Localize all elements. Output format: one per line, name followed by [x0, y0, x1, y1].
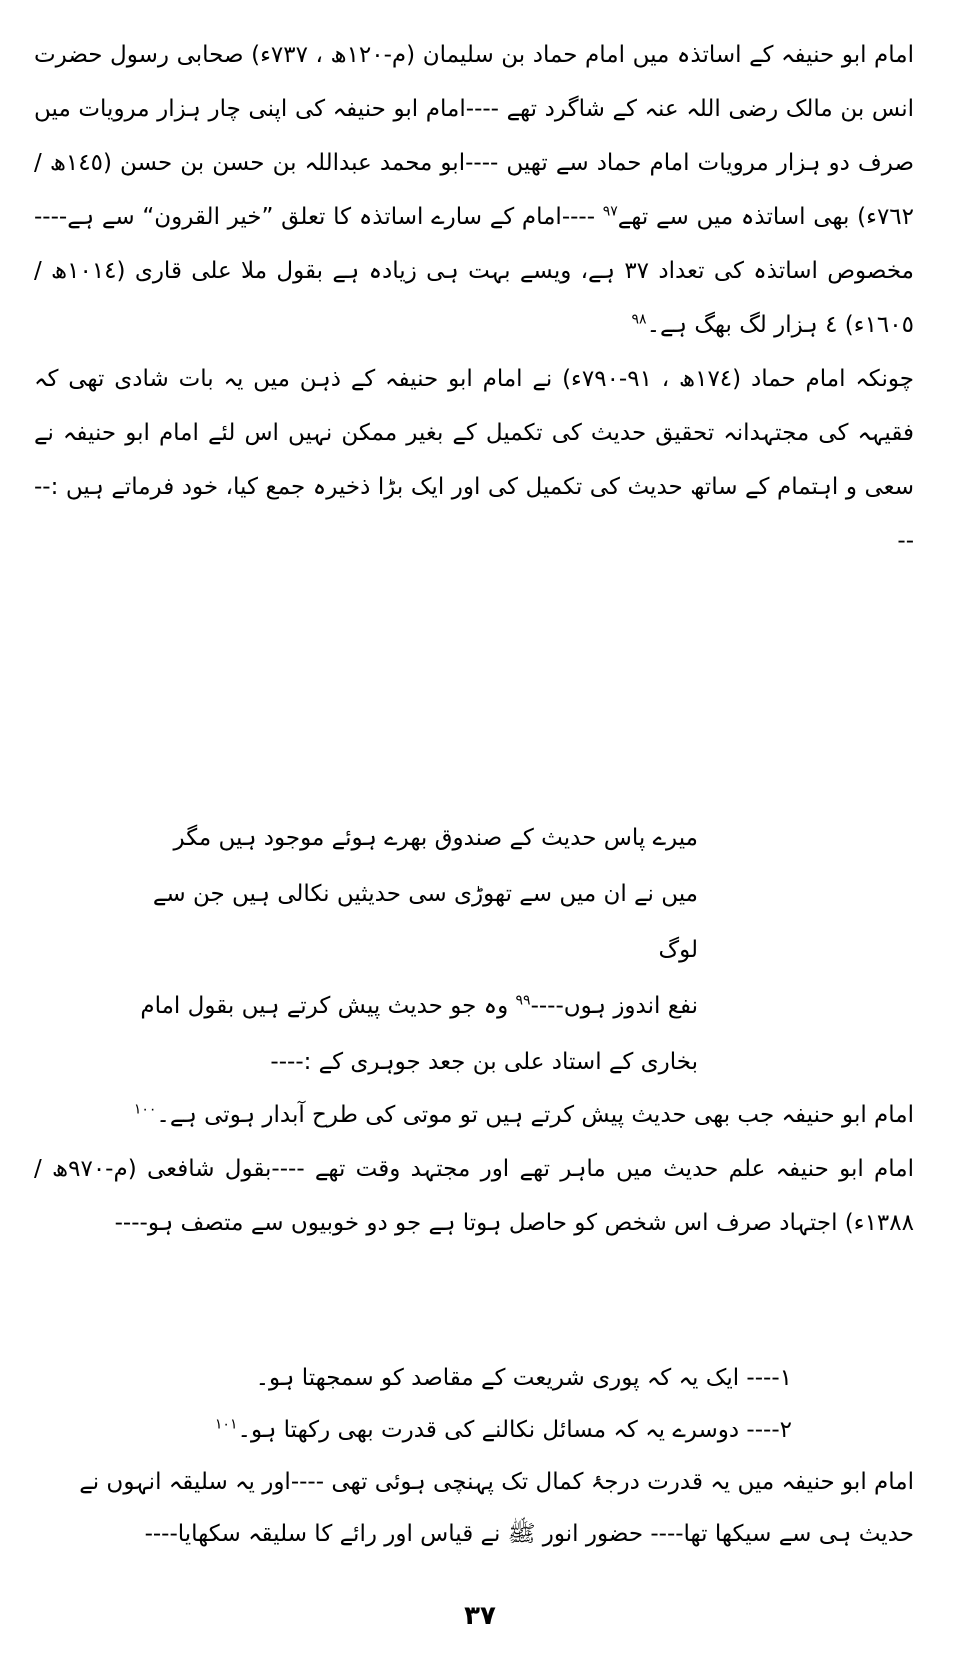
- page-number: ٣٧: [464, 1601, 496, 1631]
- quote-line: [140, 978, 698, 1034]
- paragraph: چونکہ امام حماد (١٧٤ھ ، ٩١-٧٩٠ء) نے امام ابو حنیفہ کے ذہن میں یہ بات شادی تھی کہ فقیہہ کی مجتہدانہ تحقیق حدیث کی تکمیل کے بغیر ممکن نہیں اس لئے امام ابو حنیفہ نے سعی و اہتمام کے ساتھ حدیث کی تکمیل کی اور ایک بڑا ذخیرہ جمع کیا، خود فرماتے ہیں :----: [34, 366, 914, 554]
- block-quote: [0, 810, 960, 1090]
- paragraph: [34, 28, 914, 352]
- paragraph-text: امام ابو حنیفہ کے اساتذہ میں امام حماد بن سلیمان (م-١٢٠ھ ، ٧٣٧ء) صحابی رسول حضرت انس بن مالک رضی اللہ عنہ کے شاگرد تھے ----امام ابو حنیفہ کی اپنی چار ہزار مرویات میں صرف دو ہزار مرویات امام حماد سے تھیں ----ابو محمد عبداللہ بن حسن بن حسن (١٤٥ھ / ٧٦٢ء) بھی اساتذہ میں سے تھے: [34, 42, 915, 230]
- footnote-ref: ٩٩: [515, 992, 531, 1009]
- paragraph: امام ابو حنیفہ علم حدیث میں ماہر تھے اور مجتہد وقت تھے ----بقول شافعی (م-٩٧٠ھ / ١٣٨٨ء) اجتہاد صرف اس شخص کو حاصل ہوتا ہے جو دو خوبیوں سے متصف ہو----: [34, 1156, 915, 1236]
- paragraph-text: امام ابو حنیفہ جب بھی حدیث پیش کرتے ہیں تو موتی کی طرح آبدار ہوتی ہے۔: [156, 1102, 914, 1128]
- footnote-ref: ١٠٠: [133, 1101, 157, 1118]
- paragraph: امام ابو حنیفہ میں یہ قدرت درجۂ کمال تک پہنچی ہوئی تھی ----اور یہ سلیقہ انہوں نے حدیث ہی سے سیکھا تھا---- حضور انور ﷺ نے قیاس اور رائے کا سلیقہ سکھایا----: [79, 1469, 914, 1547]
- body-paragraph-2: [34, 1088, 914, 1250]
- quote-text: نفع اندوز ہوں----: [530, 993, 698, 1019]
- paragraph-text: ----امام کے سارے اساتذہ کا تعلق ”خیر القرون“ سے ہے---- مخصوص اساتذہ کی تعداد ٣٧ ہے، ویسے بہت ہی زیادہ ہے بقول ملا علی قاری (١٠١٤ھ / ١٦٠٥ء) ٤ ہزار لگ بھگ ہے۔: [34, 204, 914, 338]
- quote-line: میں نے ان میں سے تھوڑی سی حدیثیں نکالی ہیں جن سے لوگ: [152, 881, 698, 963]
- footnote-ref: ٩٧: [602, 203, 618, 220]
- quote-line: بخاری کے استاد علی بن جعد جوہری کے :----: [270, 1049, 698, 1075]
- numbered-list: [34, 1352, 914, 1560]
- footnote-ref: ١٠١: [214, 1416, 238, 1433]
- body-paragraph-1: [34, 28, 914, 568]
- quote-text: وہ جو حدیث پیش کرتے ہیں بقول امام: [140, 993, 516, 1019]
- list-item: [34, 1404, 792, 1456]
- list-item-text: ٢---- دوسرے یہ کہ مسائل نکالنے کی قدرت بھی رکھتا ہو۔: [237, 1417, 792, 1443]
- paragraph: [34, 1088, 914, 1142]
- list-item: ١---- ایک یہ کہ پوری شریعت کے مقاصد کو سمجھتا ہو۔: [255, 1365, 792, 1391]
- footnote-ref: ٩٨: [631, 311, 647, 328]
- quote-line: میرے پاس حدیث کے صندوق بھرے ہوئے موجود ہیں مگر: [173, 825, 698, 851]
